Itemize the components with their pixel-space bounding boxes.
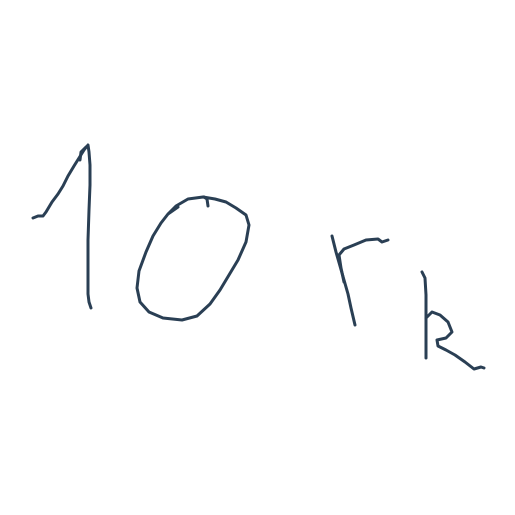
glyph-k-stem	[422, 272, 426, 358]
glyph-r-arm	[339, 239, 388, 282]
glyph-k-loop	[426, 312, 484, 369]
glyph-one-stroke	[33, 145, 91, 308]
glyph-zero-stroke	[137, 197, 249, 320]
glyph-zero-tail	[204, 197, 208, 206]
